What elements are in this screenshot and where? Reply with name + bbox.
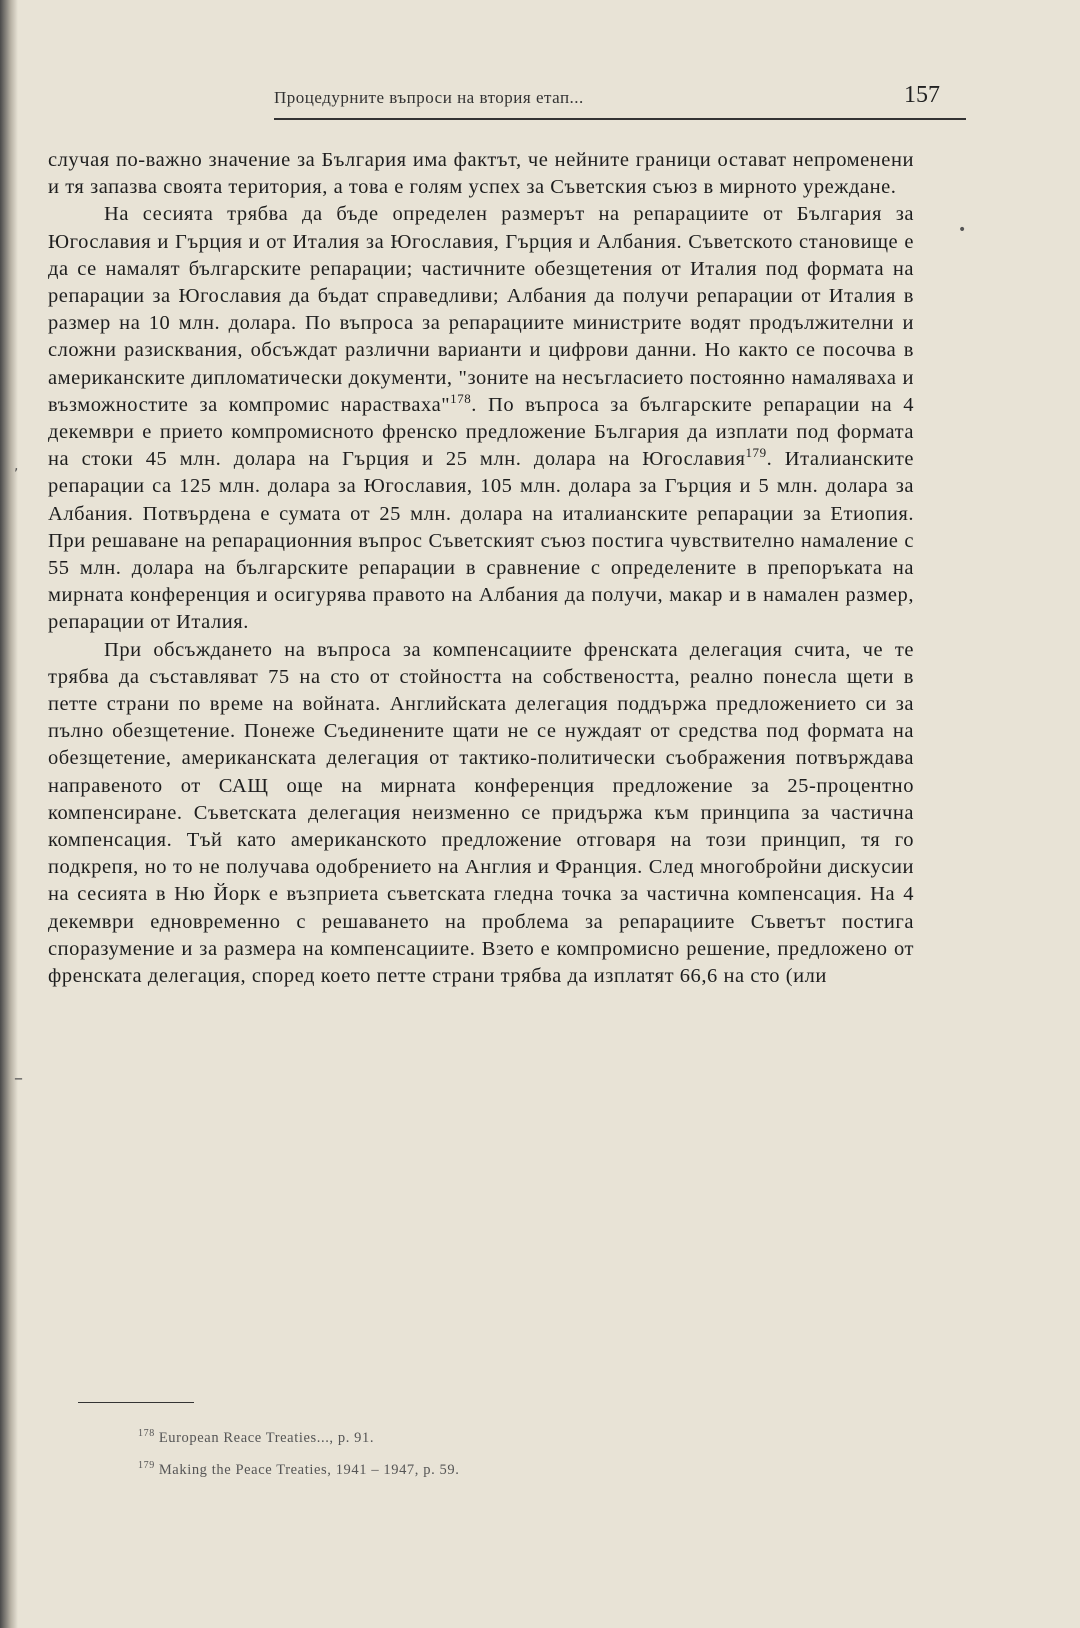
footnote bbox=[138, 1420, 459, 1452]
margin-mark-tick: , bbox=[14, 458, 19, 474]
footnote-text: Making the Peace Treaties, 1941 – 1947, p. 59. bbox=[158, 1461, 460, 1478]
footnote-reference: 178 bbox=[450, 391, 472, 406]
book-spine-shadow bbox=[0, 0, 18, 1628]
paragraph-text: случая по-важно значение за България има фактът, че нейните граници остават непроменени и тя запазва своята територия, а това е голям успех за Съветския съюз в мирното уреждане. bbox=[48, 149, 914, 199]
paragraph-text: . По въпроса за българските репарации на 4 декември е прието компромисното френско предложение България да изплати под формата на стоки 45 млн. долара на Гърция и 25 млн. долара на Югославия bbox=[48, 393, 914, 471]
book-page bbox=[48, 0, 940, 1628]
footnote-reference: 179 bbox=[745, 445, 767, 461]
page-number: 157 bbox=[904, 82, 940, 108]
footnotes bbox=[138, 1420, 459, 1484]
margin-mark-dash: – bbox=[14, 1068, 23, 1089]
paragraph-text: На сесията трябва да бъде определен размерът на репарациите от България за Югославия и Гърция и от Италия за Югославия, Гърция и Албания. Съветското становище е да се намалят българските репарации; частичните обезщетения от Италия под формата на репарации за Югославия да бъдат справедливи; Албания да получи репарации от Италия в размер на 10 млн. долара. По въпроса за репарациите министрите водят продължителни и сложни разисквания, обсъждат различни варианти и цифрови данни. Но както се посочва в американските дипломатически документи, "зоните на несъгласието постоянно намаляваха и възможностите за компромис нарастваха" bbox=[48, 203, 914, 416]
body-text bbox=[48, 147, 914, 990]
paragraph-text: . Италианските репарации са 125 млн. долара за Югославия, 105 млн. долара за Гърция и 5 млн. долара за Албания. Потвърдена е сумата от 25 млн. долара на италианските репарации за Етиопия. При решаване на репарационния въпрос Съветският съюз постига чувствително намаление с 55 млн. долара на българските репарации в сравнение с определените в препоръката на мирната конференция и осигурява правото на Албания да получи, макар и в намален размер, репарации от Италия. bbox=[48, 448, 914, 634]
margin-mark-dot: • bbox=[958, 222, 967, 238]
paragraph bbox=[48, 201, 914, 636]
header-rule bbox=[274, 118, 966, 120]
page-header bbox=[274, 82, 966, 116]
paragraph bbox=[48, 147, 914, 201]
paragraph bbox=[48, 637, 914, 991]
footnote bbox=[138, 1452, 459, 1484]
footnote-number: 178 bbox=[138, 1428, 155, 1439]
footnote-number: 179 bbox=[138, 1459, 155, 1471]
footnote-rule bbox=[78, 1402, 194, 1403]
paragraph-text: При обсъждането на въпроса за компенсациите френската делегация счита, че те трябва да съставляват 75 на сто от стойността на собствеността, реално понесла щети в петте страни по време на войната. Английската делегация поддържа предложението си за пълно обезщетение. Понеже Съединените щати не се нуждаят от средства под формата на обезщетение, американската делегация от тактико-политически съображения потвърждава направеното от САЩ още на мирната конференция предложение за 25-процентно компенсиране. Съветската делегация неизменно се придържа към принципа за частична компенсация. Тъй като американското предложение отговаря на този принцип, тя го подкрепя, но то не получава одобрението на Англия и Франция. След многобройни дискусии на сесията в Ню Йорк е възприета съветската гледна точка за частична компенсация. На 4 декември едновременно с решаването на проблема за репарациите Съветът постига споразумение и за размера на компенсациите. Взето е компромисно решение, предложено от френската делегация, според което петте страни трябва да изплатят 66,6 на сто (или bbox=[48, 638, 914, 988]
running-head: Процедурните въпроси на втория етап... bbox=[274, 88, 584, 107]
footnote-text: European Reace Treaties..., p. 91. bbox=[158, 1429, 375, 1446]
